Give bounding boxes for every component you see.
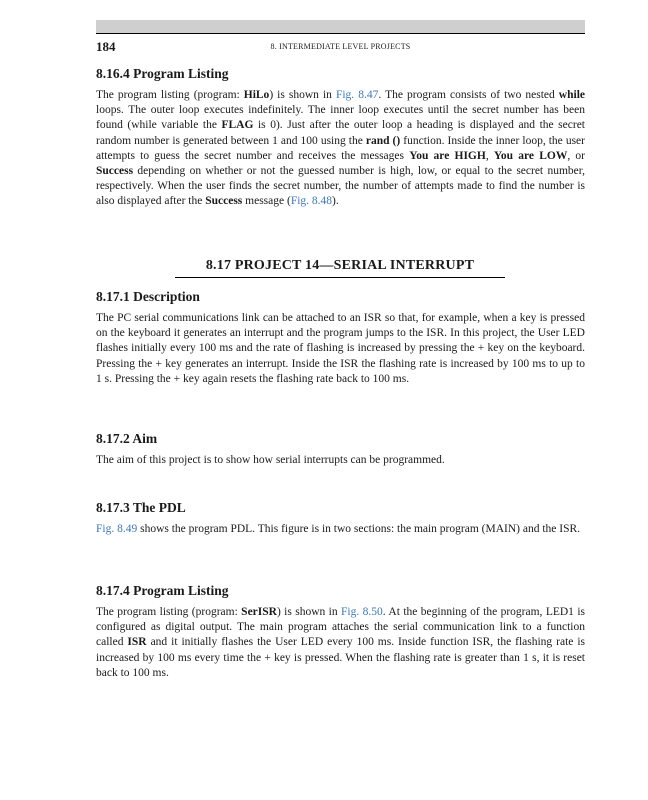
figure-reference-link[interactable]: Fig. 8.47 <box>335 89 379 101</box>
section-title: 8.17 PROJECT 14—SERIAL INTERRUPT <box>175 258 505 278</box>
paragraph-description: The PC serial communications link can be attached to an ISR so that, for example, when a key is pressed on the keyboard it generates an interrupt and the program jumps to the ISR. In this project, the User LED flashes initially every 100 ms and the rate of flashing is increased by pressing the + key on the keyboard. Pressing the + key generates an interrupt. Inside the ISR the flashing rate is increased by 100 ms to up to 1 s. Pressing the + key again resets the flashing rate back to 100 ms. <box>96 312 585 385</box>
heading-8-17-4: 8.17.4 Program Listing <box>96 583 229 598</box>
heading-8-17-1: 8.17.1 Description <box>96 289 200 304</box>
page-number: 184 <box>96 39 116 54</box>
header-rule <box>96 33 585 34</box>
paragraph-program-listing-serisr: The program listing (program: SerISR) is shown in Fig. 8.50. At the beginning of the program, LED1 is configured as digital output. The main program attaches the serial communication link to a function called ISR and it initially flashes the User LED every 100 ms. Inside function ISR, the flashing rate is increased by 100 ms every time the + key is pressed. When the flashing rate is greater than 1 s, it is reset back to 100 ms. <box>96 606 586 679</box>
heading-8-17-3: 8.17.3 The PDL <box>96 500 186 515</box>
heading-8-16-4: 8.16.4 Program Listing <box>96 66 229 81</box>
running-head: 8. INTERMEDIATE LEVEL PROJECTS <box>270 42 411 51</box>
heading-8-17-2: 8.17.2 Aim <box>96 431 158 446</box>
figure-reference-link[interactable]: Fig. 8.49 <box>96 523 138 535</box>
paragraph-aim: The aim of this project is to show how serial interrupts can be programmed. <box>96 454 445 466</box>
header-band <box>96 20 585 33</box>
figure-reference-link[interactable]: Fig. 8.50 <box>341 606 383 618</box>
figure-reference-link[interactable]: Fig. 8.48 <box>290 195 333 208</box>
paragraph-program-listing-hilo: The program listing (program: HiLo) is shown in Fig. 8.47. The program consists of two nested while loops. The outer loop executes indefinitely. The inner loop executes until the secret number has been found (while variable the FLAG is 0). Just after the outer loop a heading is displayed and the secret random number is generated between 1 and 100 using the rand () function. Inside the inner loop, the user attempts to guess the secret number and receives the messages You are HIGH, You are LOW, or Success depending on whether or not the guessed number is high, low, or equal to the secret number, respectively. When the user finds the secret number, the number of attempts made to find the number is also displayed after the Success message (Fig. 8.48). <box>96 89 585 208</box>
paragraph-pdl: Fig. 8.49 shows the program PDL. This figure is in two sections: the main program (MAIN) and the ISR. <box>96 523 581 535</box>
